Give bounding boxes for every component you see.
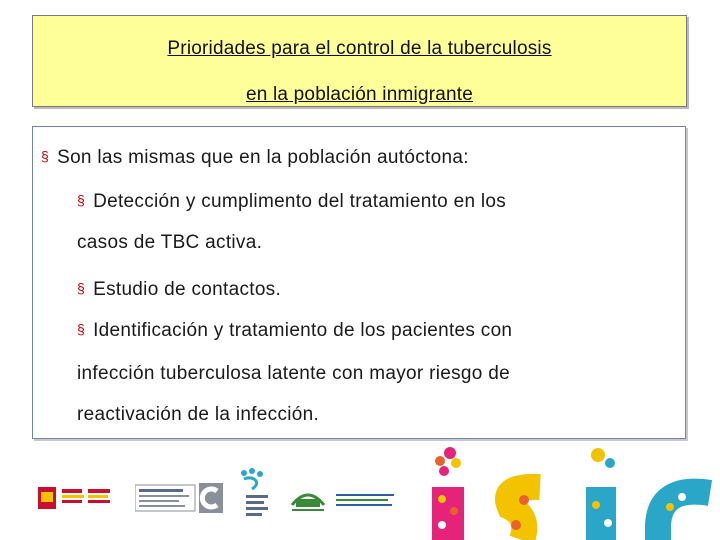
bullet-sub-1-text: Detección y cumplimento del tratamiento en los <box>93 191 507 212</box>
bullet-main <box>41 147 469 169</box>
slide-title-line-1: Prioridades para el control de la tuberculosis <box>167 38 552 59</box>
bullet-sub-1-continuation: casos de TBC activa. <box>77 232 263 253</box>
slide-title-line-2: en la población inmigrante <box>245 84 473 105</box>
bullet-marker-icon: § <box>77 321 86 337</box>
bullet-sub-2-text: Estudio de contactos. <box>93 279 282 300</box>
escuela-salud-logo <box>336 492 396 510</box>
bullet-sub-3 <box>77 320 512 342</box>
logo-bar <box>0 445 720 540</box>
bullet-marker-icon: § <box>77 192 86 208</box>
bullet-sub-3-continuation-1: infección tuberculosa latente con mayor riesgo de <box>77 363 510 384</box>
bullet-marker-icon: § <box>41 148 50 164</box>
bullet-sub-2 <box>77 279 281 301</box>
plan-calidad-logo <box>135 483 225 515</box>
ministry-logo <box>38 485 113 513</box>
bullet-main-text: Son las mismas que en la población autóctona: <box>57 147 469 168</box>
isciii-colorful-logo <box>420 445 720 540</box>
bullet-marker-icon: § <box>77 280 86 296</box>
junta-andalucia-logo <box>288 485 328 513</box>
content-box <box>32 126 686 439</box>
instituto-salud-logo <box>234 467 279 523</box>
title-box <box>32 15 687 107</box>
bullet-sub-1 <box>77 191 506 213</box>
bullet-sub-3-text: Identificación y tratamiento de los pacientes con <box>93 320 513 341</box>
bullet-sub-3-continuation-2: reactivación de la infección. <box>77 404 320 425</box>
